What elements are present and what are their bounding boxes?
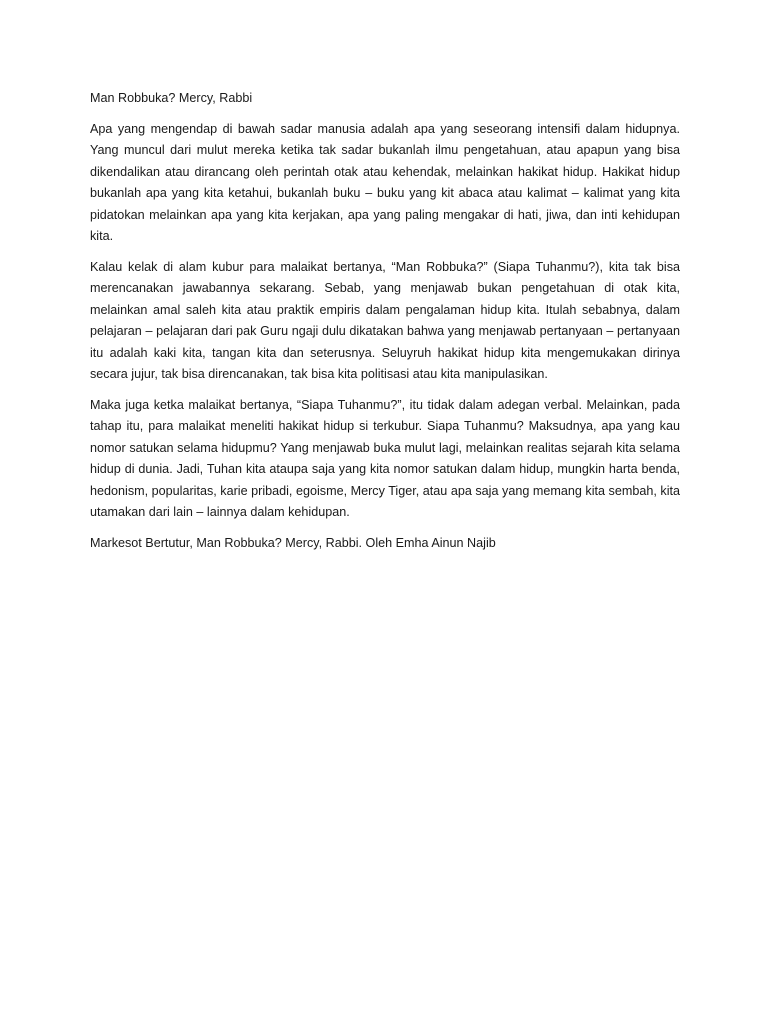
- paragraph-1: Apa yang mengendap di bawah sadar manusia adalah apa yang seseorang intensifi dalam hidupnya. Yang muncul dari mulut mereka ketika tak sadar bukanlah ilmu pengetahuan, atau apapun yang bisa dikendalikan atau dirancang oleh perintah otak atau kehendak, melainkan hakikat hidup. Hakikat hidup bukanlah apa yang kita ketahui, bukanlah buku – buku yang kit abaca atau kalimat – kalimat yang kita pidatokan melainkan apa yang kita kerjakan, apa yang paling mengakar di hati, jiwa, dan inti kehidupan kita.: [90, 121, 680, 243]
- paragraph-2: Kalau kelak di alam kubur para malaikat bertanya, “Man Robbuka?” (Siapa Tuhanmu?), kita tak bisa merencanakan jawabannya sekarang. Sebab, yang menjawab bukan pengetahuan di otak kita, melainkan amal saleh kita atau praktik empiris dalam pengalaman hidup kita. Itulah sebabnya, dalam pelajaran – pelajaran dari pak Guru ngaji dulu dikatakan bahwa yang menjawab pertanyaan – pertanyaan itu adalah kaki kita, tangan kita dan seterusnya. Seluyruh hakikat hidup kita mengemukakan dirinya secara jujur, tak bisa direncanakan, tak bisa kita politisasi atau kita manipulasikan.: [90, 259, 680, 381]
- source-citation: Markesot Bertutur, Man Robbuka? Mercy, Rabbi. Oleh Emha Ainun Najib: [90, 535, 496, 550]
- document-title: Man Robbuka? Mercy, Rabbi: [90, 91, 253, 105]
- paragraph-3: Maka juga ketka malaikat bertanya, “Siapa Tuhanmu?”, itu tidak dalam adegan verbal. Melainkan, pada tahap itu, para malaikat meneliti hakikat hidup si terkubur. Siapa Tuhanmu? Maksudnya, apa yang kau nomor satukan selama hidupmu? Yang menjawab buka mulut lagi, melainkan realitas sejarah kita selama hidup di dunia. Jadi, Tuhan kita ataupa saja yang kita nomor satukan dalam hidup, mungkin harta benda, hedonism, popularitas, karie pribadi, egoisme, Mercy Tiger, atau apa saja yang memang kita sembah, kita utamakan dari lain – lainnya dalam kehidupan.: [90, 397, 680, 519]
- document-page: [90, 88, 680, 563]
